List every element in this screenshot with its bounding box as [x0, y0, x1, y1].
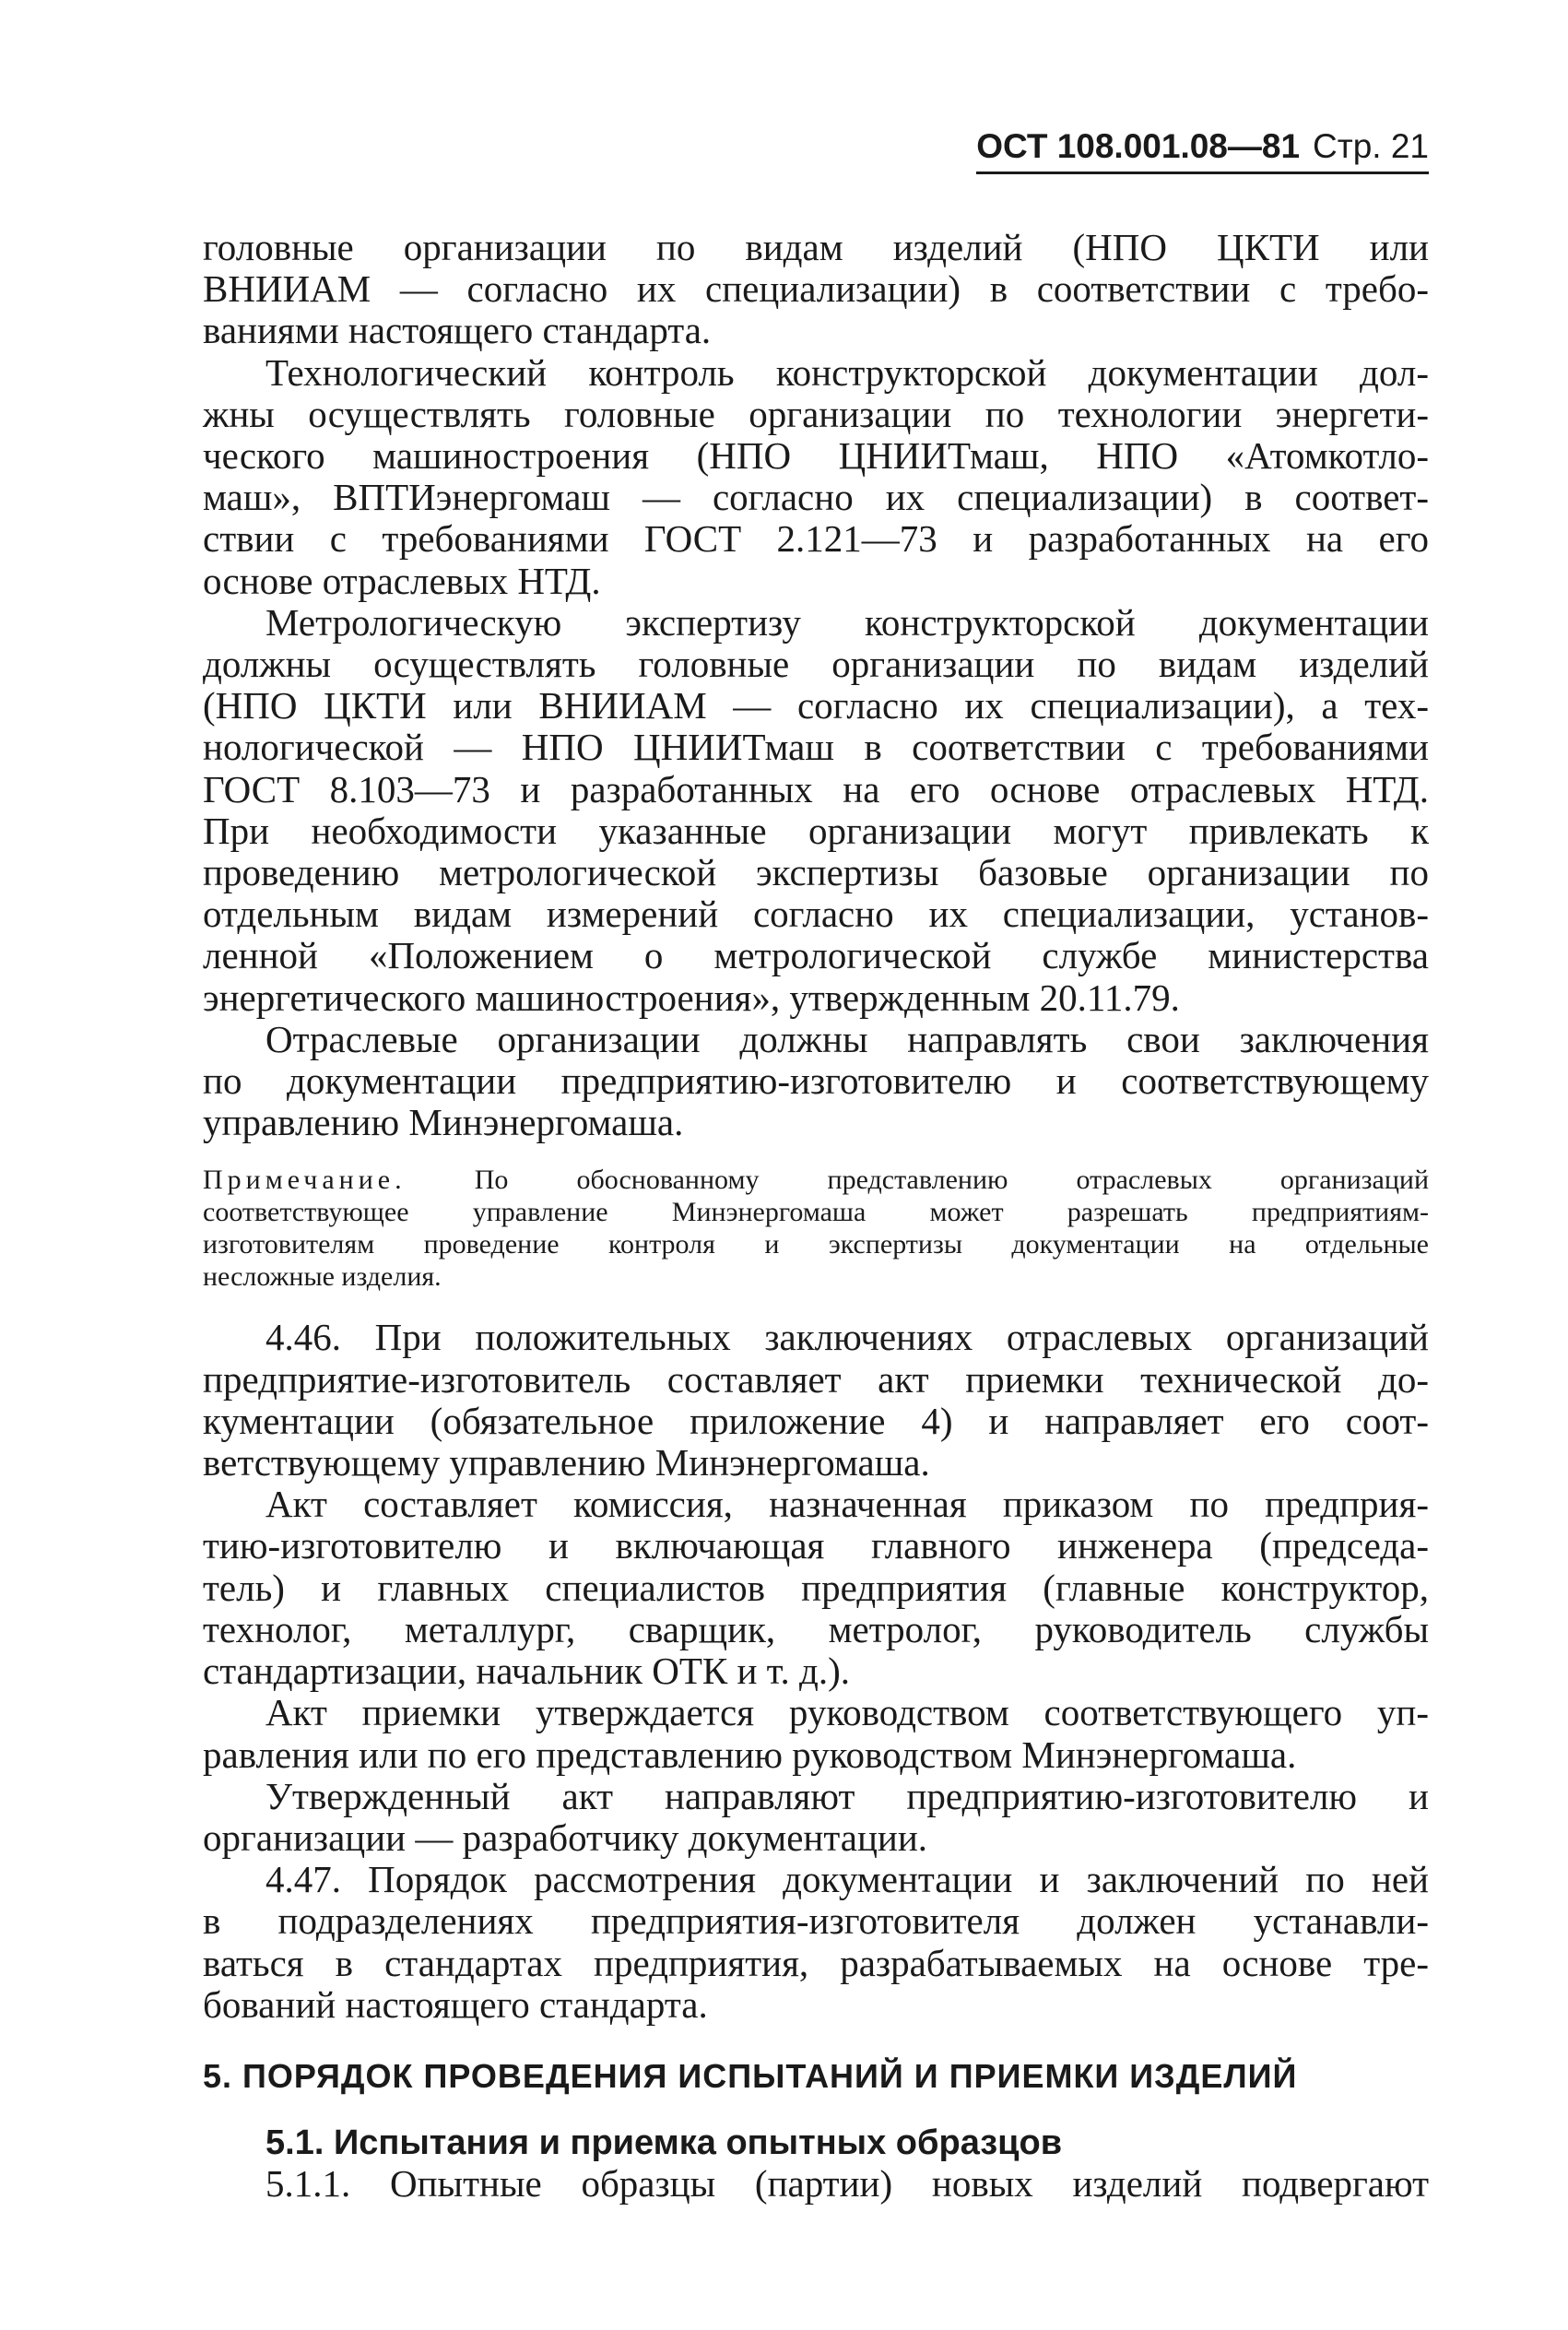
section-title: 5. ПОРЯДОК ПРОВЕДЕНИЯ ИСПЫТАНИЙ И ПРИЕМКИ ИЗДЕЛИЙ [203, 2056, 1298, 2095]
text-line: ВНИИАМ — согласно их специализации) в соответствии с требо- [203, 267, 1429, 311]
standard-code: ОСТ 108.001.08—81 [976, 127, 1301, 165]
paragraph [203, 227, 1429, 352]
note-line: соответствующее управление Минэнергомаша может разрешать предприятиям- [203, 1197, 1429, 1228]
note-text: По обоснованному представлению отраслевых организаций [474, 1165, 1429, 1196]
clause-4-47 [203, 1859, 1429, 2026]
text-line: головные организации по видам изделий (НПО ЦКТИ или [203, 226, 1429, 268]
text-line: ленной «Положением о метрологической службе министерства [203, 934, 1429, 977]
paragraph [203, 602, 1429, 1019]
note-line: изготовителям проведение контроля и экспертизы документации на отдельные [203, 1229, 1429, 1260]
text-line: 5.1.1. Опытные образцы (партии) новых изделий подвергают [265, 2161, 1429, 2205]
text-line: 4.46. При положительных заключениях отраслевых организаций [265, 1316, 1429, 1359]
text-line: в подразделениях предприятия-изготовителя должен устанавли- [203, 1899, 1429, 1943]
paragraph [203, 1484, 1429, 1692]
text-line: ваться в стандартах предприятия, разрабатываемых на основе тре- [203, 1941, 1429, 1984]
note [203, 1164, 1429, 1293]
text-line: жны осуществлять головные организации по технологии энергети- [203, 392, 1429, 435]
clause-4-46 [203, 1317, 1429, 1484]
text-line: технолог, металлург, сварщик, метролог, руководитель службы [203, 1607, 1429, 1650]
page-number: Стр. 21 [1313, 127, 1429, 165]
text-line: ветствующему управлению Минэнергомаша. [203, 1441, 930, 1484]
text-line: нологической — НПО ЦНИИТмаш в соответствии с требованиями [203, 726, 1429, 769]
text-line: Отраслевые организации должны направлять свои заключения [265, 1017, 1429, 1060]
text-line: по документации предприятию-изготовителю и соответствующему [203, 1059, 1429, 1103]
text-line: Технологический контроль конструкторской документации дол- [265, 350, 1429, 394]
text-line: При необходимости указанные организации могут привлекать к [203, 809, 1429, 852]
paragraph [203, 352, 1429, 602]
text-line: основе отраслевых НТД. [203, 559, 601, 602]
text-line: тель) и главных специалистов предприятия (главные конструктор, [203, 1566, 1429, 1609]
paragraph [203, 1692, 1429, 1775]
text-line: бований настоящего стандарта. [203, 1982, 708, 2026]
text-line: Акт составляет комиссия, назначенная приказом по предприя- [265, 1483, 1429, 1526]
clause-5-1-1 [203, 2163, 1429, 2205]
paragraph [203, 1776, 1429, 1859]
text-line: равления или по его представлению руководством Минэнергомаша. [203, 1733, 1297, 1776]
text-line: ческого машиностроения (НПО ЦНИИТмаш, НПО «Атомкотло- [203, 434, 1429, 478]
page-header [976, 127, 1429, 174]
text-line: (НПО ЦКТИ или ВНИИАМ — согласно их специализации), а тех- [203, 684, 1429, 727]
text-line: отдельным видам измерений согласно их специализации, установ- [203, 893, 1429, 936]
text-line: Акт приемки утверждается руководством соответствующего уп- [265, 1691, 1429, 1734]
note-line: несложные изделия. [203, 1261, 442, 1293]
text-line: должны осуществлять головные организации по видам изделий [203, 643, 1429, 686]
text-line: Утвержденный акт направляют предприятию-изготовителю и [265, 1774, 1429, 1817]
text-line: проведению метрологической экспертизы базовые организации по [203, 851, 1429, 894]
text-line: стандартизации, начальник ОТК и т. д.). [203, 1650, 851, 1693]
note-line [203, 1164, 1429, 1196]
note-label: Примечание. [203, 1165, 407, 1196]
text-line: 4.47. Порядок рассмотрения документации и заключений по ней [265, 1858, 1429, 1901]
text-line: ствии с требованиями ГОСТ 2.121—73 и разработанных на его [203, 517, 1429, 561]
text-line: тию-изготовителю и включающая главного инженера (председа- [203, 1524, 1429, 1567]
subsection-title: 5.1. Испытания и приемка опытных образцов [265, 2123, 1063, 2162]
text-line: управлению Минэнергомаша. [203, 1101, 684, 1144]
paragraph [203, 1019, 1429, 1144]
text-line: кументации (обязательное приложение 4) и направляет его соот- [203, 1399, 1429, 1442]
text-line: энергетического машиностроения», утвержденным 20.11.79. [203, 976, 1180, 1019]
text-line: маш», ВПТИэнергомаш — согласно их специализации) в соответ- [203, 476, 1429, 519]
spacer [203, 1293, 1429, 1317]
text-line: ГОСТ 8.103—73 и разработанных на его основе отраслевых НТД. [203, 767, 1429, 810]
text-line: ваниями настоящего стандарта. [203, 309, 712, 352]
document-body [203, 227, 1429, 2205]
text-line: Метрологическую экспертизу конструкторской документации [265, 600, 1429, 644]
text-line: предприятие-изготовитель составляет акт приемки технической до- [203, 1357, 1429, 1401]
text-line: организации — разработчику документации. [203, 1816, 928, 1859]
